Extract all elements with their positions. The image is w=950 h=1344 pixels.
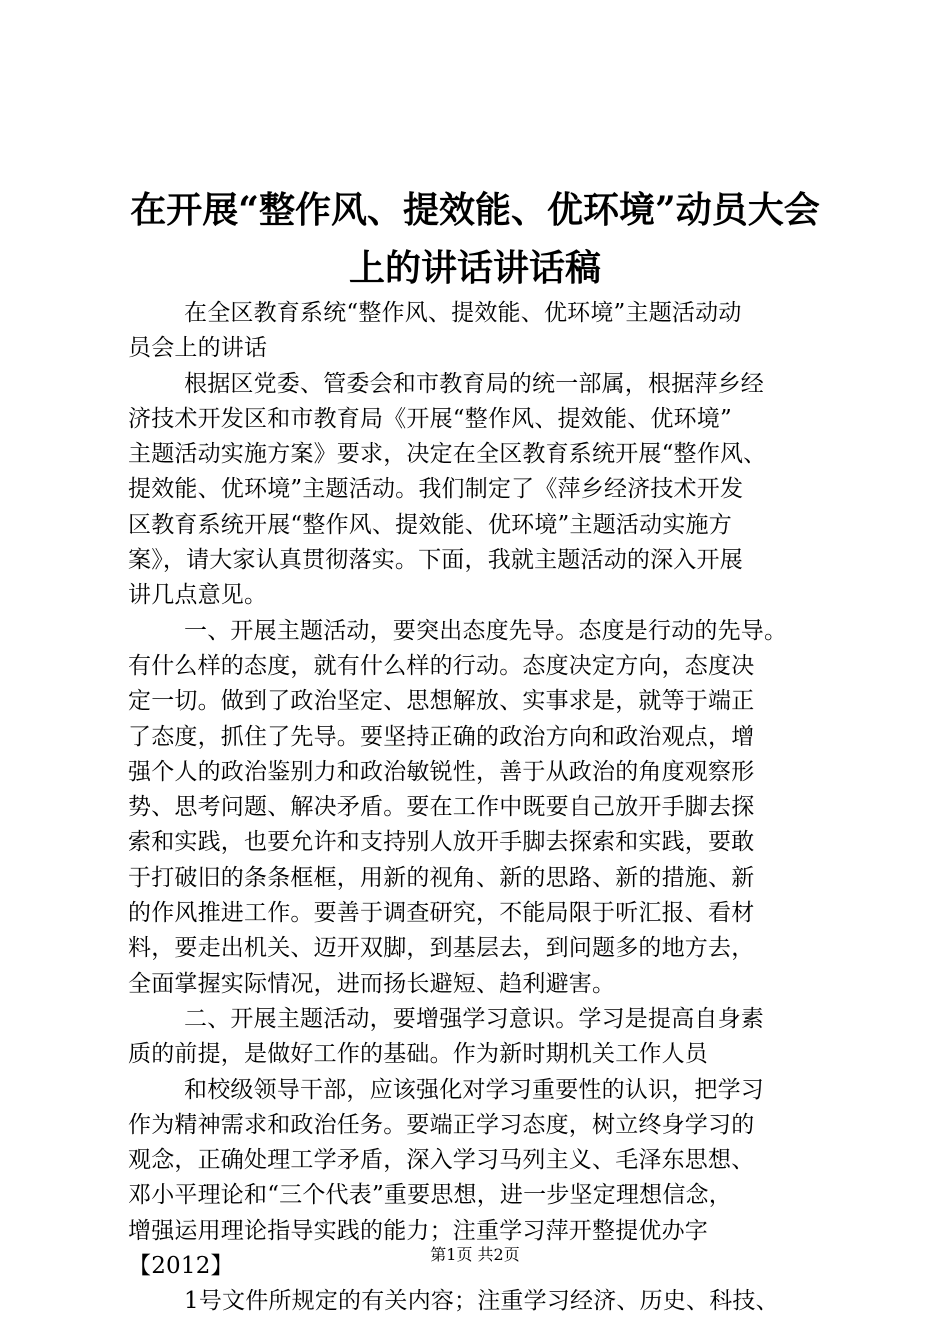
paragraph-line: 在全区教育系统“整作风、提效能、优环境”主题活动动 <box>184 300 742 326</box>
paragraph-line: 观念，正确处理工学矛盾，深入学习马列主义、毛泽东思想、 <box>128 1147 755 1174</box>
paragraph-line: 有什么样的态度，就有什么样的行动。态度决定方向，态度决 <box>128 652 755 679</box>
paragraph-line: 一、开展主题活动，要突出态度先导。态度是行动的先导。 <box>184 617 788 644</box>
paragraph-line: 员会上的讲话 <box>128 335 268 362</box>
paragraph-line: 势、思考问题、解决矛盾。要在工作中既要自己放开手脚去探 <box>128 794 755 821</box>
paragraph-line: 【2012】 <box>128 1253 234 1280</box>
paragraph-line: 主题活动实施方案》要求，决定在全区教育系统开展“整作风、 <box>128 441 767 468</box>
paragraph-line: 济技术开发区和市教育局《开展“整作风、提效能、优环境” <box>128 405 732 432</box>
paragraph-line: 提效能、优环境”主题活动。我们制定了《萍乡经济技术开发 <box>128 476 744 503</box>
paragraph-line: 讲几点意见。 <box>128 582 268 609</box>
document-title-line-2: 上的讲话讲话稿 <box>348 247 601 289</box>
paragraph-line: 1号文件所规定的有关内容；注重学习经济、历史、科技、 <box>184 1288 779 1315</box>
paragraph-line: 增强运用理论指导实践的能力；注重学习萍开整提优办字 <box>128 1217 708 1244</box>
paragraph-line: 案》，请大家认真贯彻落实。下面，我就主题活动的深入开展 <box>128 547 743 574</box>
document-title-line-1: 在开展“整作风、提效能、优环境”动员大会 <box>130 189 820 231</box>
paragraph-line: 索和实践，也要允许和支持别人放开手脚去探索和实践，要敢 <box>128 829 755 856</box>
paragraph-line: 区教育系统开展“整作风、提效能、优环境”主题活动实施方 <box>128 511 732 538</box>
paragraph-line: 的作风推进工作。要善于调查研究，不能局限于听汇报、看材 <box>128 900 755 927</box>
paragraph-line: 了态度，抓住了先导。要坚持正确的政治方向和政治观点，增 <box>128 723 755 750</box>
paragraph-line: 二、开展主题活动，要增强学习意识。学习是提高自身素 <box>184 1005 764 1032</box>
paragraph-line: 全面掌握实际情况，进而扬长避短、趋利避害。 <box>128 970 616 997</box>
page-footer: 第1页 共2页 <box>430 1245 520 1264</box>
paragraph-line: 和校级领导干部，应该强化对学习重要性的认识，把学习 <box>184 1076 764 1103</box>
paragraph-line: 强个人的政治鉴别力和政治敏锐性，善于从政治的角度观察形 <box>128 758 755 785</box>
paragraph-line: 定一切。做到了政治坚定、思想解放、实事求是，就等于端正 <box>128 688 755 715</box>
paragraph-line: 邓小平理论和“三个代表”重要思想，进一步坚定理想信念， <box>128 1182 732 1209</box>
paragraph-line: 根据区党委、管委会和市教育局的统一部属，根据萍乡经 <box>184 370 764 397</box>
paragraph-line: 作为精神需求和政治任务。要端正学习态度，树立终身学习的 <box>128 1111 755 1138</box>
paragraph-line: 于打破旧的条条框框，用新的视角、新的思路、新的措施、新 <box>128 864 755 891</box>
paragraph-line: 质的前提，是做好工作的基础。作为新时期机关工作人员 <box>128 1041 708 1068</box>
document-body <box>128 296 832 1320</box>
paragraph-line: 料，要走出机关、迈开双脚，到基层去，到问题多的地方去， <box>128 935 755 962</box>
